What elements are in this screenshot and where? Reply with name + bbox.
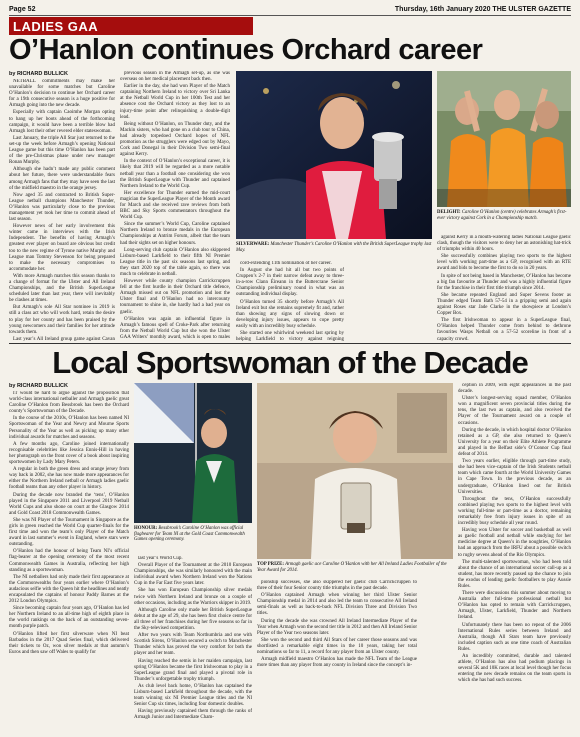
article-paragraph: ception in 2009, with eight appearances in the past decade. [458,383,571,395]
date-line: Thursday, 16th January 2020 THE ULSTER GAZETTE [394,5,571,13]
article-paragraph: The multi-talented sportswoman, who had been told about the chance of an international soccer call-up as a student, has more recently passed up the chance to join the exodus of leading gaelic footballers to play Aussie Rules. [458,559,571,589]
article-paragraph: During the decade she was crowned All Ireland Intermediate Player of the Year when Armagh won the second tier title in 2012 and then All Ireland Senior Player of the Year two seasons later. [257,618,417,636]
article-paragraph: A regular in both the green dress and orange jersey from way back in 2002, she has now made more appearances for either the Northern Ireland netball or Armagh ladies gaelic football teams than any other player in history. [9,467,129,491]
article-paragraph: With more Armagh matches this season thanks to a change of format for the Ulster and All Ireland Championships, and the British SuperLeague scheduled later than last year, there will inevitably be clashes at times. [9,273,115,304]
photo2-caption [437,210,571,221]
article-paragraph: Long-serving club captain O’Hanlon also skippered Lisburn-based Larkfield to their fifth NI Premier League title in the past six seasons last spring, and they start 2020 top of the table again, so there was much to celebrate in netball. [120,247,230,277]
article-paragraph: O’Hanlon captained Armagh when winning her third Ulster Senior Championship medal in 2014 and also led the team to consecutive All Ireland semi-finals as well as back-to-back NFL Division Three and Division Two titles. [257,593,417,617]
photo3-caption-lead: HONOUR: [134,526,158,531]
article-paragraph: against Kerry in a mouth-watering ladies National League gaelic clash, though the visitors were to deny her an astonishing hat-trick of triumphs within 40 hours. [437,235,571,253]
article-paragraph: O’Hanlon had the honour of being Team NI’s official flag-bearer at the opening ceremony of the most recent Commonwealth Games in Australia, reflecting her high standing as a sportswoman. [9,549,129,573]
article-paragraph: A few months ago, Caroline joined internationally recognisable celebrities like Jessica Ennis-Hill in having her photograph on the front cover of a book about inspiring sportswomen by Lady Mary Peters. [9,441,129,466]
article-paragraph: She has won European Championship silver medals twice with Northern Ireland and bronze on a couple of other occasions, including as the Warriors skipper in 2019. [134,588,252,606]
article-paragraph: Overall Player of the Tournament at the 2010 European Championships, she was similarly honoured with the main individual award when Northern Ireland won the Nations Cup in the Far East five years later. [134,563,252,587]
masthead-bar [9,3,571,16]
article-paragraph: Last year’s All Ireland group game against Cavan [13,336,115,341]
photo-award [257,383,453,559]
article-paragraph: Earlier in the day, she had won Player of the Match captaining Northern Ireland to victory over Sri Lanka at the Netball World Cup in her 100th Test and her absence cost the Orchard victory as they lost to an injury-time point after relinquishing a double-digit lead. [120,84,230,120]
article-paragraph: Two years earlier, eligible through part-time study, she had been vice-captain of the Irish Students netball team which came fourth at the World University Games in Cape Town. In the previous decade, as an undergraduate, O’Hanlon lined out for British Universities. [458,459,571,495]
photo4-caption [257,562,453,573]
article-paragraph: During the decade now branded the ‘tens’, O’Hanlon played in the Singapore 2011 and Liverpool 2019 Netball World Cups and also shone on court at the Glasgow 2014 and Gold Coast 2018 Commonwealth Games. [9,492,129,516]
article-paragraph: An incredibly committed, durable and talented athlete, O’Hanlon has also had podium placings in several 5K and 10K races at local level though her focus entering the new decade remains on the team sports in which she has had such success. [458,654,571,684]
story2-column-1 [9,391,129,733]
article-paragraph: She was NI Player of the Tournament in Singapore as the girls in green reached the World Cup quarter-finals for the first time and won the team’s only Player of the Match award in last summer’s event in England, where stars were outstanding. [9,517,129,548]
article-paragraph: Having previously captained them through the ranks of Armagh Junior and Intermediate Cham- [134,709,252,721]
article-paragraph: The first Irishwoman to appear in a SuperLeague final, O’Hanlon helped Thunder come from behind to dethrone favourites Wasps Netball on a 57-52 scoreline in front of a capacity crowd. [437,318,571,341]
article-paragraph: IT would be hard to argue against the proposition that world-class international netballer and Armagh gaelic great Caroline O’Hanlon from Bessbrook has been the Orchard county’s Sportswoman of the Decade. [9,391,129,415]
article-paragraph: Although Caroline only made her British SuperLeague debut at the age of 29, she has been first choice centre for all three of her franchises during her five seasons so far in the Sky-televised competition. [134,607,252,632]
article-paragraph: last year’s World Cup. [138,556,183,561]
article-paragraph: During the decade, in which hospital doctor O’Hanlon retained as a GP, she also returned to Queen’s University for a year on their Elite Athlete Programme and played in the Belfast side’s O’Connor Cup final defeat of 2014. [458,427,571,458]
article-paragraph: cord-extending 11th nomination of her career. [240,261,332,266]
article-paragraph: Since becoming captain four years ago, O’Hanlon has led her Northern Ireland to an all-time high of eighth place in the world rankings on the back of an outstanding seven-month purple patch. [9,606,129,630]
photo4-caption-text: Armagh gaelic ace Caroline O’Hanlon with her All Ireland Ladies Footballer of the Year Award for 2014. [257,562,447,573]
article-paragraph: After two years with Team Northumbria and one with Scottish Sirens, O’Hanlon secured a switch to Manchester Thunder which has proved the very comfort for both the player and her team. [134,633,252,657]
section-label: LADIES GAA [9,17,253,35]
article-paragraph: She started one whirlwind weekend last spring by helping Larkfield to victory against reigning [236,331,344,341]
article-paragraph: However news of her early involvement this winter came in interviews with the Irish Independent. The benefits of having Armagh’s greatest ever player on board are obvious but credit too to the new regime of Tyrone native Murphy and League man Tommy Stevenson for being prepared to make the necessary compromises to accommodate her. [9,224,115,272]
article-paragraph: She won the second and third All Stars of her career those seasons and was shortlisted a remarkable eight times in the 10 years, taking her total nominations so far to 11, a record for any player from an Ulster county. [257,637,417,656]
article-paragraph: In the context of O’Hanlon’s exceptional career, it is likely that 2019 will be regarded as a more notable netball year than a football one considering she won the British SuperLeague with Thunder and captained Northern Ireland to the World Cup. [120,159,230,189]
article-paragraph: Especially with captain Caoimhe Morgan opting to hang up her boots ahead of the forthcoming campaign, it would have been a terrible blow had Armagh lost their other revered elder stateswoman. [9,110,115,134]
photo-superleague-trophy-image [236,71,432,239]
article-paragraph: Being without O’Hanlon, on Thunder duty, and the Mackin sisters, who had gone on a club tour to China, had already torpedoed Orchard hopes of NFL promotion as the strugglers were edged out by Mayo, Cork and Donegal in their Division Two semi-final against Kerry. [120,121,230,158]
article-paragraph: Last January, the triple All Star just returned to the set-up the week before Armagh’s opening National League game but this time O’Hanlon has been part of the pre-Christmas phase under new manager Ronan Murphy. [9,135,115,166]
article-paragraph: Although she hadn’t made any public comment about her future, there were understandable fears among Armagh fans that they may have seen the last of the midfield maestro in the orange jersey. [9,167,115,191]
photo1-caption-text: Manchester Thunder’s Caroline O’Hanlon with the British SuperLeague trophy last May. [236,242,432,253]
article-paragraph: Armagh midfield maestro O’Hanlon has made the NFL Team of the League more times than any player from any county in Ireland since the concept’s in- [257,657,417,669]
story1-byline: by RICHARD BULLICK [9,71,68,77]
article-paragraph: Ulster’s longest-serving squad member, O’Hanlon won a magnificent seven provincial titles during the tens, the last two as captain, and also received the Player of the Tournament award on a couple of occasions. [458,396,571,426]
article-paragraph: In August she had hit all but two points of Cruppen’s 2-7 in their narrow defeat away to three-in-a-row Clann Éireann in the Buttercrane Senior Championship preliminary round in what was an outstanding individual display. [236,268,344,298]
article-paragraph: O’Hanlon turned 35 shortly before Armagh’s All Ireland exit but she remains supremely fit and, rather than showing any signs of slowing down or developing injury issues, appears to cope pretty easily with an incredibly busy schedule. [236,299,344,329]
article-paragraph: pionship successes, she also skippered her gaelic club Carrickcruppen to three of their four Senior county title triumphs in the past decade. [257,580,417,592]
article-paragraph: Since the summer’s World Cup, Caroline captained Northern Ireland to bronze medals in the European Championships at Antrim Forum, albeit that the team had their sights set on higher honours. [120,222,230,246]
article-paragraph: In spite of not being based in Manchester, O’Hanlon has become a big fan favourite at Thunder and was a highly influential figure for the franchise in their first title triumph since 2014. [437,273,571,291]
article-paragraph: Throughout the tens, O’Hanlon successfully combined playing two sports to the highest level with working full-time or part-time as a doctor, remaining remarkably free from injury issues in spite of an incredibly busy schedule all year round. [458,496,571,527]
photo-flagbearer-image [134,383,252,523]
photo-superleague-trophy [236,71,432,239]
photo3-caption-text: Bessbrook’s Caroline O’Hanlon was official flagbearer for Team NI at the Gold Coast Commonwealth Games opening ceremony. [134,526,245,543]
story1-headline: O’Hanlon continues Orchard career [9,34,483,66]
article-paragraph: There were discussions this summer about moving to Australia after full-time professional netball but O’Hanlon has opted to remain with Carrickcruppen, Armagh, Ulster, Larkfield, Thunder and Northern Ireland. [458,591,571,621]
story2-column-4 [458,383,571,733]
article-paragraph: NETBALL commitments may make her unavailable for some matches but Caroline O’Hanlon’s decision to continue her Orchard career for a 19th consecutive season is a huge positive for Armagh going into the new decade. [9,79,115,109]
article-paragraph: But Armagh’s sole All Star nominee in 2019 is still a class act who will work hard, retain the desire to play for her county and has been praised by the young newcomers and their families for her attitude towards them. [9,305,115,335]
story2-column-2 [134,556,252,733]
article-paragraph: Having won Ulster for soccer and basketball as well as gaelic football and netball while studying for her medicine degree at Queen’s in the noughties, O’Hanlon had an approach from the IRFU about a possible switch to rugby sevens ahead of the Rio Olympics. [458,528,571,558]
article-paragraph: O’Hanlon lifted her first silverware when NI beat Barbados in the 2017 Quad Series final, which delivered their tickets to Oz, won silver medals at that autumn’s Euros and then saw off Wales to qualify for [9,631,129,655]
story1-column-4 [437,235,571,341]
photo1-caption [236,242,432,253]
story-divider [9,343,571,344]
photo2-caption-text: Caroline O’Hanlon (centre) celebrates Armagh’s first-ever victory against Cork in a Championship match. [437,210,567,221]
article-paragraph: Unfortunately there has been no repeat of the 2006 International Rules series between Ireland and Australia, though All Stars team have previously included caption such as one time coach of Australian Rules. [458,622,571,652]
story1-column-1 [9,79,115,341]
photo-award-image [257,383,453,559]
photo2-caption-lead: DELIGHT: [437,210,461,215]
photo-flagbearer [134,383,252,523]
story2-headline: Local Sportswoman of the Decade [52,345,528,380]
article-paragraph: O’Hanlon was again an influential figure in Armagh’s famous spell of Croke-Park after returning from the Netball World Cup but she won the Ulster GAA Writers’ monthly award, which is open to males [120,316,230,340]
story1-column-2 [120,71,230,341]
article-paragraph: Having reached the semis in her maiden campaign, last spring O’Hanlon became the first Irishwoman to play in a SuperLeague grand final and played a pivotal role in Thunder’s unforgettable trophy triumph. [134,658,252,682]
article-paragraph: Her excellence for Thunder earned the mid-court magician the SuperLeague Player of the Month award for March and she received rave reviews from both BBC and Sky Sports commentators throughout the World Cup. [120,190,230,221]
story1-column-3 [236,261,344,341]
article-paragraph: She successfully combines playing two sports to the highest level with working part-time as a GP, recognised with an RTE award and bids to become the first to do so in 20 years. [437,254,571,272]
page-number: Page 52 [9,5,36,13]
article-paragraph: In the course of the 2010s, O’Hanlon has been named NI Sportswoman of the Year and Newry and Mourne Sports Personality of the Year as well as picking up many other individual awards for matches and seasons. [9,416,129,440]
photo1-caption-lead: SILVERWARE: [236,242,270,247]
story2-column-3 [257,580,417,733]
photo3-caption [134,526,252,543]
article-paragraph: The NI netballers had only made their first appearance at the Commonwealths four years earlier where O’Hanlon’s audacious selfie with the Queen hit the headlines and neatly encapsulated the captains of honour Paddy Barnes at the 2012 London Olympics. [9,574,129,605]
photo4-caption-lead: TOP PRIZE: [257,562,284,567]
article-paragraph: previous season in the Armagh set-up, as she was overseas on her medical placement back then. [120,71,230,83]
story2-byline: by RICHARD BULLICK [9,383,68,389]
article-paragraph: She became repeated England and Super Sevens footer as Thunder edged Team Bath 57-54 in a gripping semi and again against Roses star Jade Clarke in the showpiece at London’s Copper Box. [437,292,571,317]
article-paragraph: Now aged 35 and contracted to British Super-League netball champions Manchester Thunder, O’Hanlon was particularly close to the previous management yet took her time to commit ahead of last season. [9,192,115,223]
photo-celebration [437,71,571,207]
article-paragraph: As club level back home, O’Hanlon has captained the Lisburn-based Larkfield throughout the decade, with the team winning six NI Premier League titles and the NI Senior Cup six times, including four domestic doubles. [134,683,252,708]
photo-celebration-image [437,71,571,207]
article-paragraph: However while county champion Carrickcruppen fell at the first hurdle in their Orchard title defence, Armagh missed out on NFL promotion and lost the Ulster final and O’Hanlon had no intercounty tournament to shine in, she hardly had a bad year on gaelic. [120,279,230,315]
